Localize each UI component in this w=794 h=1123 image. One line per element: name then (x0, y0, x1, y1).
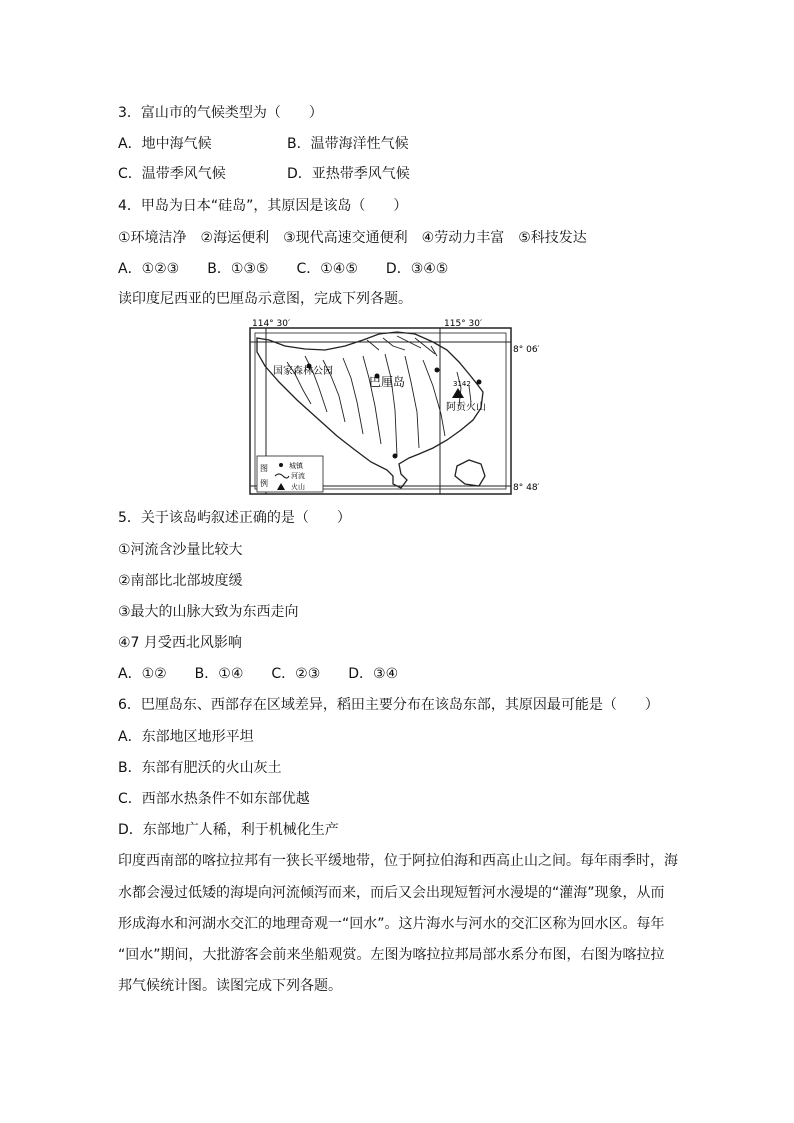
island-label: 巴厘岛 (369, 375, 406, 389)
legend-town-label: 城镇 (289, 462, 303, 470)
legend-town-icon (279, 463, 283, 467)
q6-stem: 6．巴厘岛东、西部存在区域差异，稻田主要分布在该岛东部，其原因最可能是（ ） (118, 697, 659, 713)
lon-right-label: 115° 30′ (444, 319, 483, 329)
q3-stem: 3．富山市的气候类型为（ ） (118, 105, 323, 121)
town-marker (435, 368, 440, 373)
q3-option-c: C．温带季风气候 (118, 166, 226, 182)
q6-option-a: A．东部地区地形平坦 (118, 729, 254, 745)
q5-statement-1: ①河流含沙量比较大 (118, 542, 243, 558)
q3-option-a: A．地中海气候 (118, 136, 212, 152)
lon-left-label: 114° 30′ (252, 319, 291, 329)
q5-options: A．①② B．①④ C．②③ D．③④ (118, 666, 399, 682)
river-network (287, 336, 471, 456)
town-marker (477, 380, 482, 385)
kerala-line-2: 水都会漫过低矮的海堤向河流倾泻而来，而后又会出现短暂河水漫堤的“灌海”现象，从而 (118, 885, 665, 901)
kerala-line-3: 形成海水和河湖水交汇的地理奇观一“回水”。这片海水与河水的交汇区称为回水区。每年 (118, 916, 665, 932)
q6-option-b: B．东部有肥沃的火山灰土 (118, 760, 282, 776)
legend-title-1: 图 (260, 464, 268, 473)
volcano-label: 阿贡火山 (446, 402, 486, 413)
kerala-line-4: “回水”期间，大批游客会前来坐船观赏。左图为喀拉拉邦局部水系分布图，右图为喀拉拉 (118, 947, 665, 963)
legend-title-2: 例 (260, 479, 268, 488)
q6-option-d: D．东部地广人稀，利于机械化生产 (118, 822, 339, 838)
elevation-label: 3142 (453, 380, 471, 388)
river (385, 354, 397, 456)
q3-option-b: B．温带海洋性气候 (287, 136, 409, 152)
town-marker (393, 454, 398, 459)
park-label: 国家森林公园 (273, 366, 333, 377)
kerala-line-5: 邦气候统计图。读图完成下列各题。 (118, 978, 342, 994)
river (423, 360, 445, 436)
legend-volcano-label: 火山 (291, 483, 305, 491)
river (343, 358, 363, 434)
legend-river-label: 河流 (291, 472, 305, 480)
river (469, 386, 471, 402)
river (405, 356, 419, 448)
q5-statement-2: ②南部比北部坡度缓 (118, 573, 243, 589)
nusa-penida-outline (455, 460, 485, 486)
lat-bottom-label: 8° 48′ (513, 483, 540, 493)
bali-intro: 读印度尼西亚的巴厘岛示意图，完成下列各题。 (118, 291, 412, 307)
q4-options: A．①②③ B．①③⑤ C．①④⑤ D．③④⑤ (118, 261, 449, 277)
lat-top-label: 8° 06′ (513, 345, 540, 355)
river (383, 338, 405, 350)
q5-statement-4: ④7 月受西北风影响 (118, 635, 242, 651)
river (363, 356, 381, 444)
bali-map (247, 316, 552, 498)
q4-stem: 4．甲岛为日本“硅岛”，其原因是该岛（ ） (118, 198, 408, 214)
q5-stem: 5．关于该岛屿叙述正确的是（ ） (118, 510, 351, 526)
q3-option-d: D．亚热带季风气候 (287, 166, 410, 182)
q6-option-c: C．西部水热条件不如东部优越 (118, 791, 310, 807)
q4-items: ①环境洁净 ②海运便利 ③现代高速交通便利 ④劳动力丰富 ⑤科技发达 (118, 230, 587, 246)
kerala-line-1: 印度西南部的喀拉拉邦有一狭长平缓地带，位于阿拉伯海和西高止山之间。每年雨季时，海 (118, 853, 678, 869)
q5-statement-3: ③最大的山脉大致为东西走向 (118, 604, 299, 620)
volcano-icon (452, 388, 464, 398)
